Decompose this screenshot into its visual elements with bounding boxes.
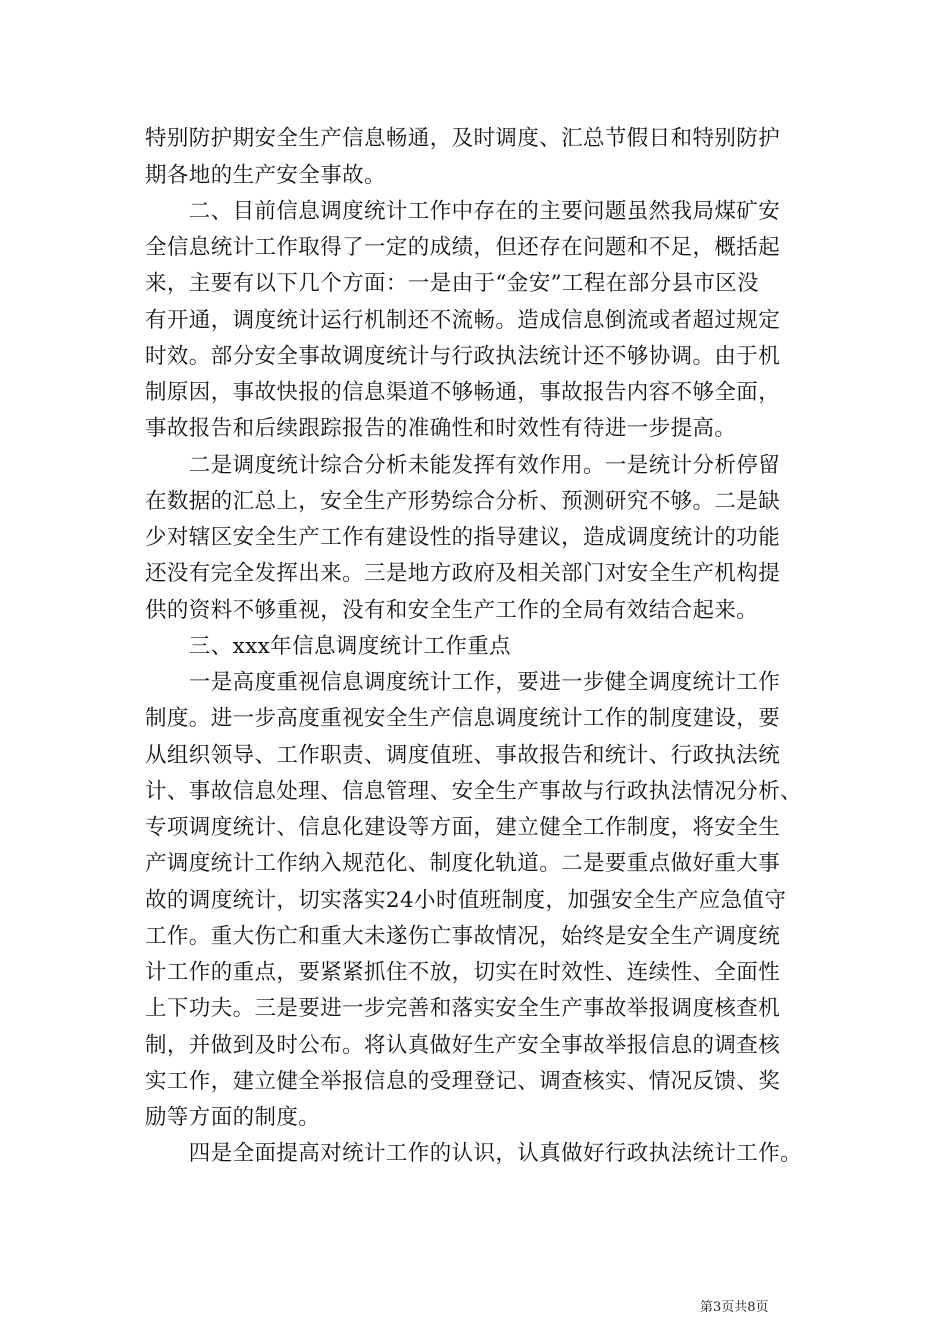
text-line: 在数据的汇总上，安全生产形势综合分析、预测研究不够。二是缺 (145, 489, 781, 514)
text-line: 时效。部分安全事故调度统计与行政执法统计还不够协调。由于机 (145, 344, 781, 369)
text-line: 制度。进一步高度重视安全生产信息调度统计工作的制度建设，要 (145, 706, 781, 731)
text-line: 来，主要有以下几个方面：一是由于“金安”工程在部分县市区没 (145, 271, 760, 296)
text-line: 四是全面提高对统计工作的认识，认真做好行政执法统计工作。 (145, 1141, 803, 1166)
text-line: 从组织领导、工作职责、调度值班、事故报告和统计、行政执法统 (145, 743, 781, 768)
text-line: 计工作的重点，要紧紧抓住不放，切实在时效性、连续性、全面性 (145, 960, 781, 985)
text-line: 产调度统计工作纳入规范化、制度化轨道。二是要重点做好重大事 (145, 851, 781, 876)
text-line: 事故报告和后续跟踪报告的准确性和时效性有待进一步提高。 (145, 416, 737, 441)
text-line: 二、目前信息调度统计工作中存在的主要问题虽然我局煤矿安 (145, 199, 781, 224)
text-line: 一是高度重视信息调度统计工作，要进一步健全调度统计工作 (145, 670, 781, 695)
text-line: 工作。重大伤亡和重大未遂伤亡事故情况，始终是安全生产调度统 (145, 924, 781, 949)
text-line: 期各地的生产安全事故。 (145, 163, 386, 188)
text-line: 特别防护期安全生产信息畅通，及时调度、汇总节假日和特别防护 (145, 126, 781, 151)
text-line: 计、事故信息处理、信息管理、安全生产事故与行政执法情况分析、 (145, 779, 803, 804)
text-line: 故的调度统计，切实落实24小时值班制度，加强安全生产应急值守 (145, 888, 787, 913)
text-line: 还没有完全发挥出来。三是地方政府及相关部门对安全生产机构提 (145, 561, 781, 586)
text-line: 全信息统计工作取得了一定的成绩，但还存在问题和不足，概括起 (145, 235, 781, 260)
text-line: 供的资料不够重视，没有和安全生产工作的全局有效结合起来。 (145, 598, 759, 623)
text-line: 少对辖区安全生产工作有建设性的指导建议，造成调度统计的功能 (145, 525, 781, 550)
text-line: 上下功夫。三是要进一步完善和落实安全生产事故举报调度核查机 (145, 996, 781, 1021)
page-number: 第3页共8页 (700, 1300, 769, 1315)
section-heading: 三、xxx年信息调度统计工作重点 (145, 634, 512, 659)
text-line: 二是调度统计综合分析未能发挥有效作用。一是统计分析停留 (145, 453, 781, 478)
text-line: 有开通，调度统计运行机制还不流畅。造成信息倒流或者超过规定 (145, 308, 781, 333)
text-line: 励等方面的制度。 (145, 1105, 321, 1130)
text-line: 制原因，事故快报的信息渠道不够畅通，事故报告内容不够全面， (145, 380, 781, 405)
text-line: 实工作，建立健全举报信息的受理登记、调查核实、情况反馈、奖 (145, 1069, 781, 1094)
text-line: 制，并做到及时公布。将认真做好生产安全事故举报信息的调查核 (145, 1033, 781, 1058)
text-line: 专项调度统计、信息化建设等方面，建立健全工作制度，将安全生 (145, 815, 781, 840)
